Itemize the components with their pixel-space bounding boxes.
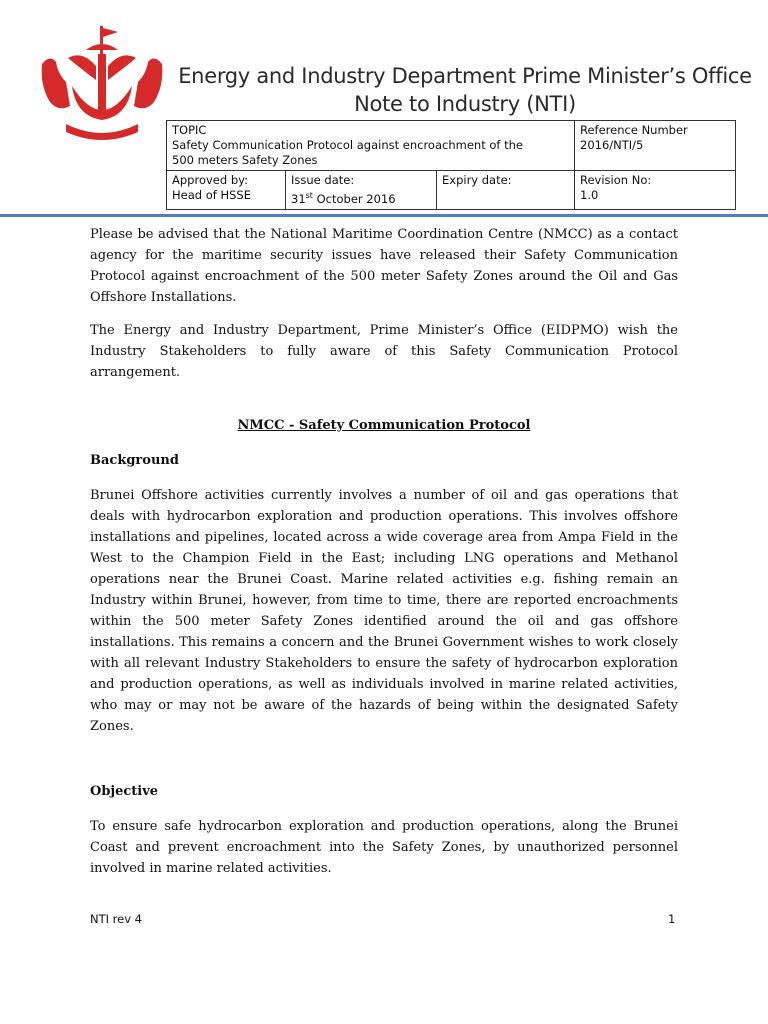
objective-paragraph: To ensure safe hydrocarbon exploration and production operations, along the Brunei Coast and prevent encroachment into the Safety Zones, by unauthorized personnel involved in marine related activities. xyxy=(90,819,678,876)
table-row xyxy=(167,171,736,210)
topic-value: Safety Communication Protocol against encroachment of the 500 meters Safety Zones xyxy=(172,138,523,167)
brunei-emblem-icon xyxy=(38,24,166,140)
objective-heading: Objective xyxy=(90,784,159,799)
reference-label: Reference Number xyxy=(580,123,688,137)
intro-paragraph: Please be advised that the National Maritime Coordination Centre (NMCC) as a contact agency for the maritime security issues have released their Safety Communication Protocol against encroachment of the 500 meter Safety Zones around the Oil and Gas Offshore Installations. xyxy=(90,227,678,305)
reference-cell xyxy=(575,121,736,171)
document-title xyxy=(170,62,760,118)
issue-date-day: 31 xyxy=(291,191,306,206)
footer-revision: NTI rev 4 xyxy=(90,912,143,926)
section-title: NMCC - Safety Communication Protocol xyxy=(237,418,531,433)
approved-value: Head of HSSE xyxy=(172,188,251,202)
issue-date-label: Issue date: xyxy=(291,173,355,187)
background-paragraph: Brunei Offshore activities currently involves a number of oil and gas operations that deals with hydrocarbon exploration and production operations. This involves offshore installations and pipelines, located across a wide coverage area from Ampa Field in the West to the Champion Field in the East; including LNG operations and Methanol operations near the Brunei Coast. Marine related activities e.g. fishing remain an Industry within Brunei, however, from time to time, there are reported encroachments within the 500 meter Safety Zones identified around the oil and gas offshore installations. This remains a concern and the Brunei Government wishes to work closely with all relevant Industry Stakeholders to ensure the safety of hydrocarbon exploration and production operations, as well as individuals involved in marine related activities, who may or may not be aware of the hazards of being within the designated Safety Zones. xyxy=(90,488,678,734)
revision-label: Revision No: xyxy=(580,173,652,187)
document-body xyxy=(90,224,678,891)
approved-label: Approved by: xyxy=(172,173,248,187)
topic-cell xyxy=(167,121,575,171)
issue-date-value xyxy=(291,188,431,207)
revision-cell xyxy=(575,171,736,210)
document-info-table xyxy=(166,120,736,210)
issue-date-suffix: st xyxy=(305,191,313,200)
document-title-line1: Energy and Industry Department Prime Minister’s Office xyxy=(178,64,752,88)
approved-cell xyxy=(167,171,286,210)
reference-value: 2016/NTI/5 xyxy=(580,138,644,152)
page-number: 1 xyxy=(668,912,676,926)
header-divider xyxy=(0,214,768,217)
stakeholder-paragraph: The Energy and Industry Department, Prime Minister’s Office (EIDPMO) wish the Industry Stakeholders to fully aware of this Safety Communication Protocol arrangement. xyxy=(90,323,678,380)
expiry-date-cell xyxy=(437,171,575,210)
issue-date-cell xyxy=(286,171,437,210)
revision-value: 1.0 xyxy=(580,188,599,202)
topic-label: TOPIC xyxy=(172,123,207,137)
expiry-date-label: Expiry date: xyxy=(442,173,512,187)
table-row xyxy=(167,121,736,171)
background-heading: Background xyxy=(90,453,179,468)
document-title-line2: Note to Industry (NTI) xyxy=(354,92,576,116)
issue-date-rest: October 2016 xyxy=(312,191,396,206)
